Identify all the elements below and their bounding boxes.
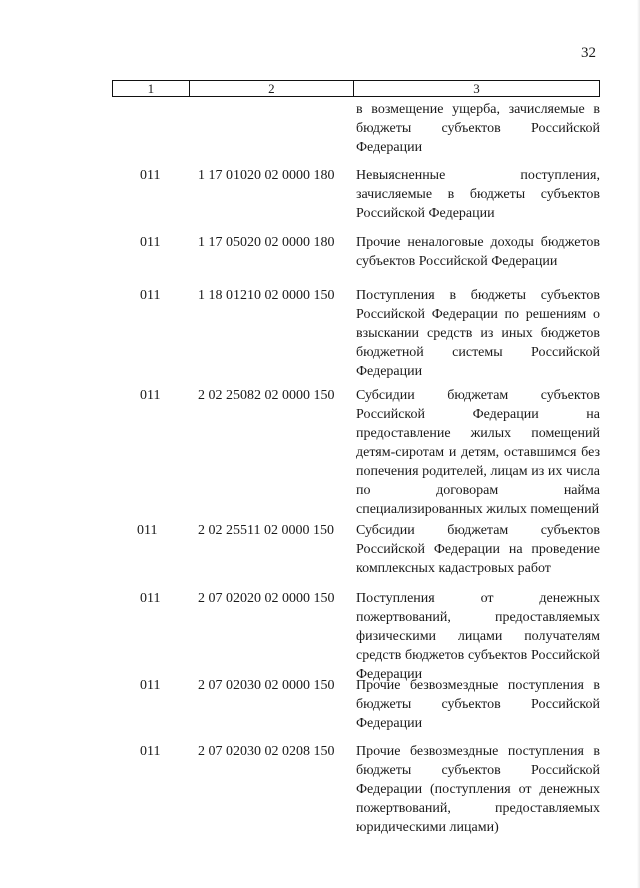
row-description: Прочие безвозмездные поступления в бюджеты субъектов Российской Федерации [356, 678, 600, 731]
column-header-3: 3 [473, 81, 480, 96]
row-admin-code: 011 [140, 288, 161, 303]
row-admin-code: 011 [137, 523, 158, 538]
row-description: Субсидии бюджетам субъектов Российской Федерации на проведение комплексных кадастровых работ [356, 523, 600, 576]
row-description: Поступления в бюджеты субъектов Российской Федерации по решениям о взыскании средств из иных бюджетов бюджетной системы Российской Федерации [356, 288, 600, 379]
row-budget-code: 1 18 01210 02 0000 150 [198, 288, 335, 303]
row-budget-code: 2 07 02020 02 0000 150 [198, 591, 335, 606]
column-header-1: 1 [113, 81, 190, 96]
row-admin-code: 011 [140, 235, 161, 250]
row-admin-code: 011 [140, 591, 161, 606]
row-budget-code: 1 17 01020 02 0000 180 [198, 168, 335, 183]
row-description: Прочие неналоговые доходы бюджетов субъектов Российской Федерации [356, 235, 600, 269]
row-budget-code: 2 07 02030 02 0000 150 [198, 678, 335, 693]
row-budget-code: 2 02 25511 02 0000 150 [198, 523, 334, 538]
row-budget-code: 2 07 02030 02 0208 150 [198, 744, 335, 759]
column-header-2: 2 [190, 81, 354, 96]
row-admin-code: 011 [140, 678, 161, 693]
row-admin-code: 011 [140, 388, 161, 403]
row-description: в возмещение ущерба, зачисляемые в бюджеты субъектов Российской Федерации [356, 102, 600, 155]
page-number: 32 [581, 45, 596, 61]
row-admin-code: 011 [140, 744, 161, 759]
row-description: Невыясненные поступления, зачисляемые в бюджеты субъектов Российской Федерации [356, 168, 600, 221]
row-description: Поступления от денежных пожертвований, предоставляемых физическими лицами получателям средств бюджетов субъектов Российской Федерации [356, 591, 600, 682]
row-description: Субсидии бюджетам субъектов Российской Федерации на предоставление жилых помещений детям-сиротам и детям, оставшимся без попечения родителей, лицам из их числа по договорам найма специализированных жилых помещений [356, 388, 600, 517]
column-header-row [112, 80, 600, 97]
row-description: Прочие безвозмездные поступления в бюджеты субъектов Российской Федерации (поступления от денежных пожертвований, предоставляемых юридическими лицами) [356, 744, 600, 835]
row-admin-code: 011 [140, 168, 161, 183]
row-budget-code: 1 17 05020 02 0000 180 [198, 235, 335, 250]
row-budget-code: 2 02 25082 02 0000 150 [198, 388, 335, 403]
